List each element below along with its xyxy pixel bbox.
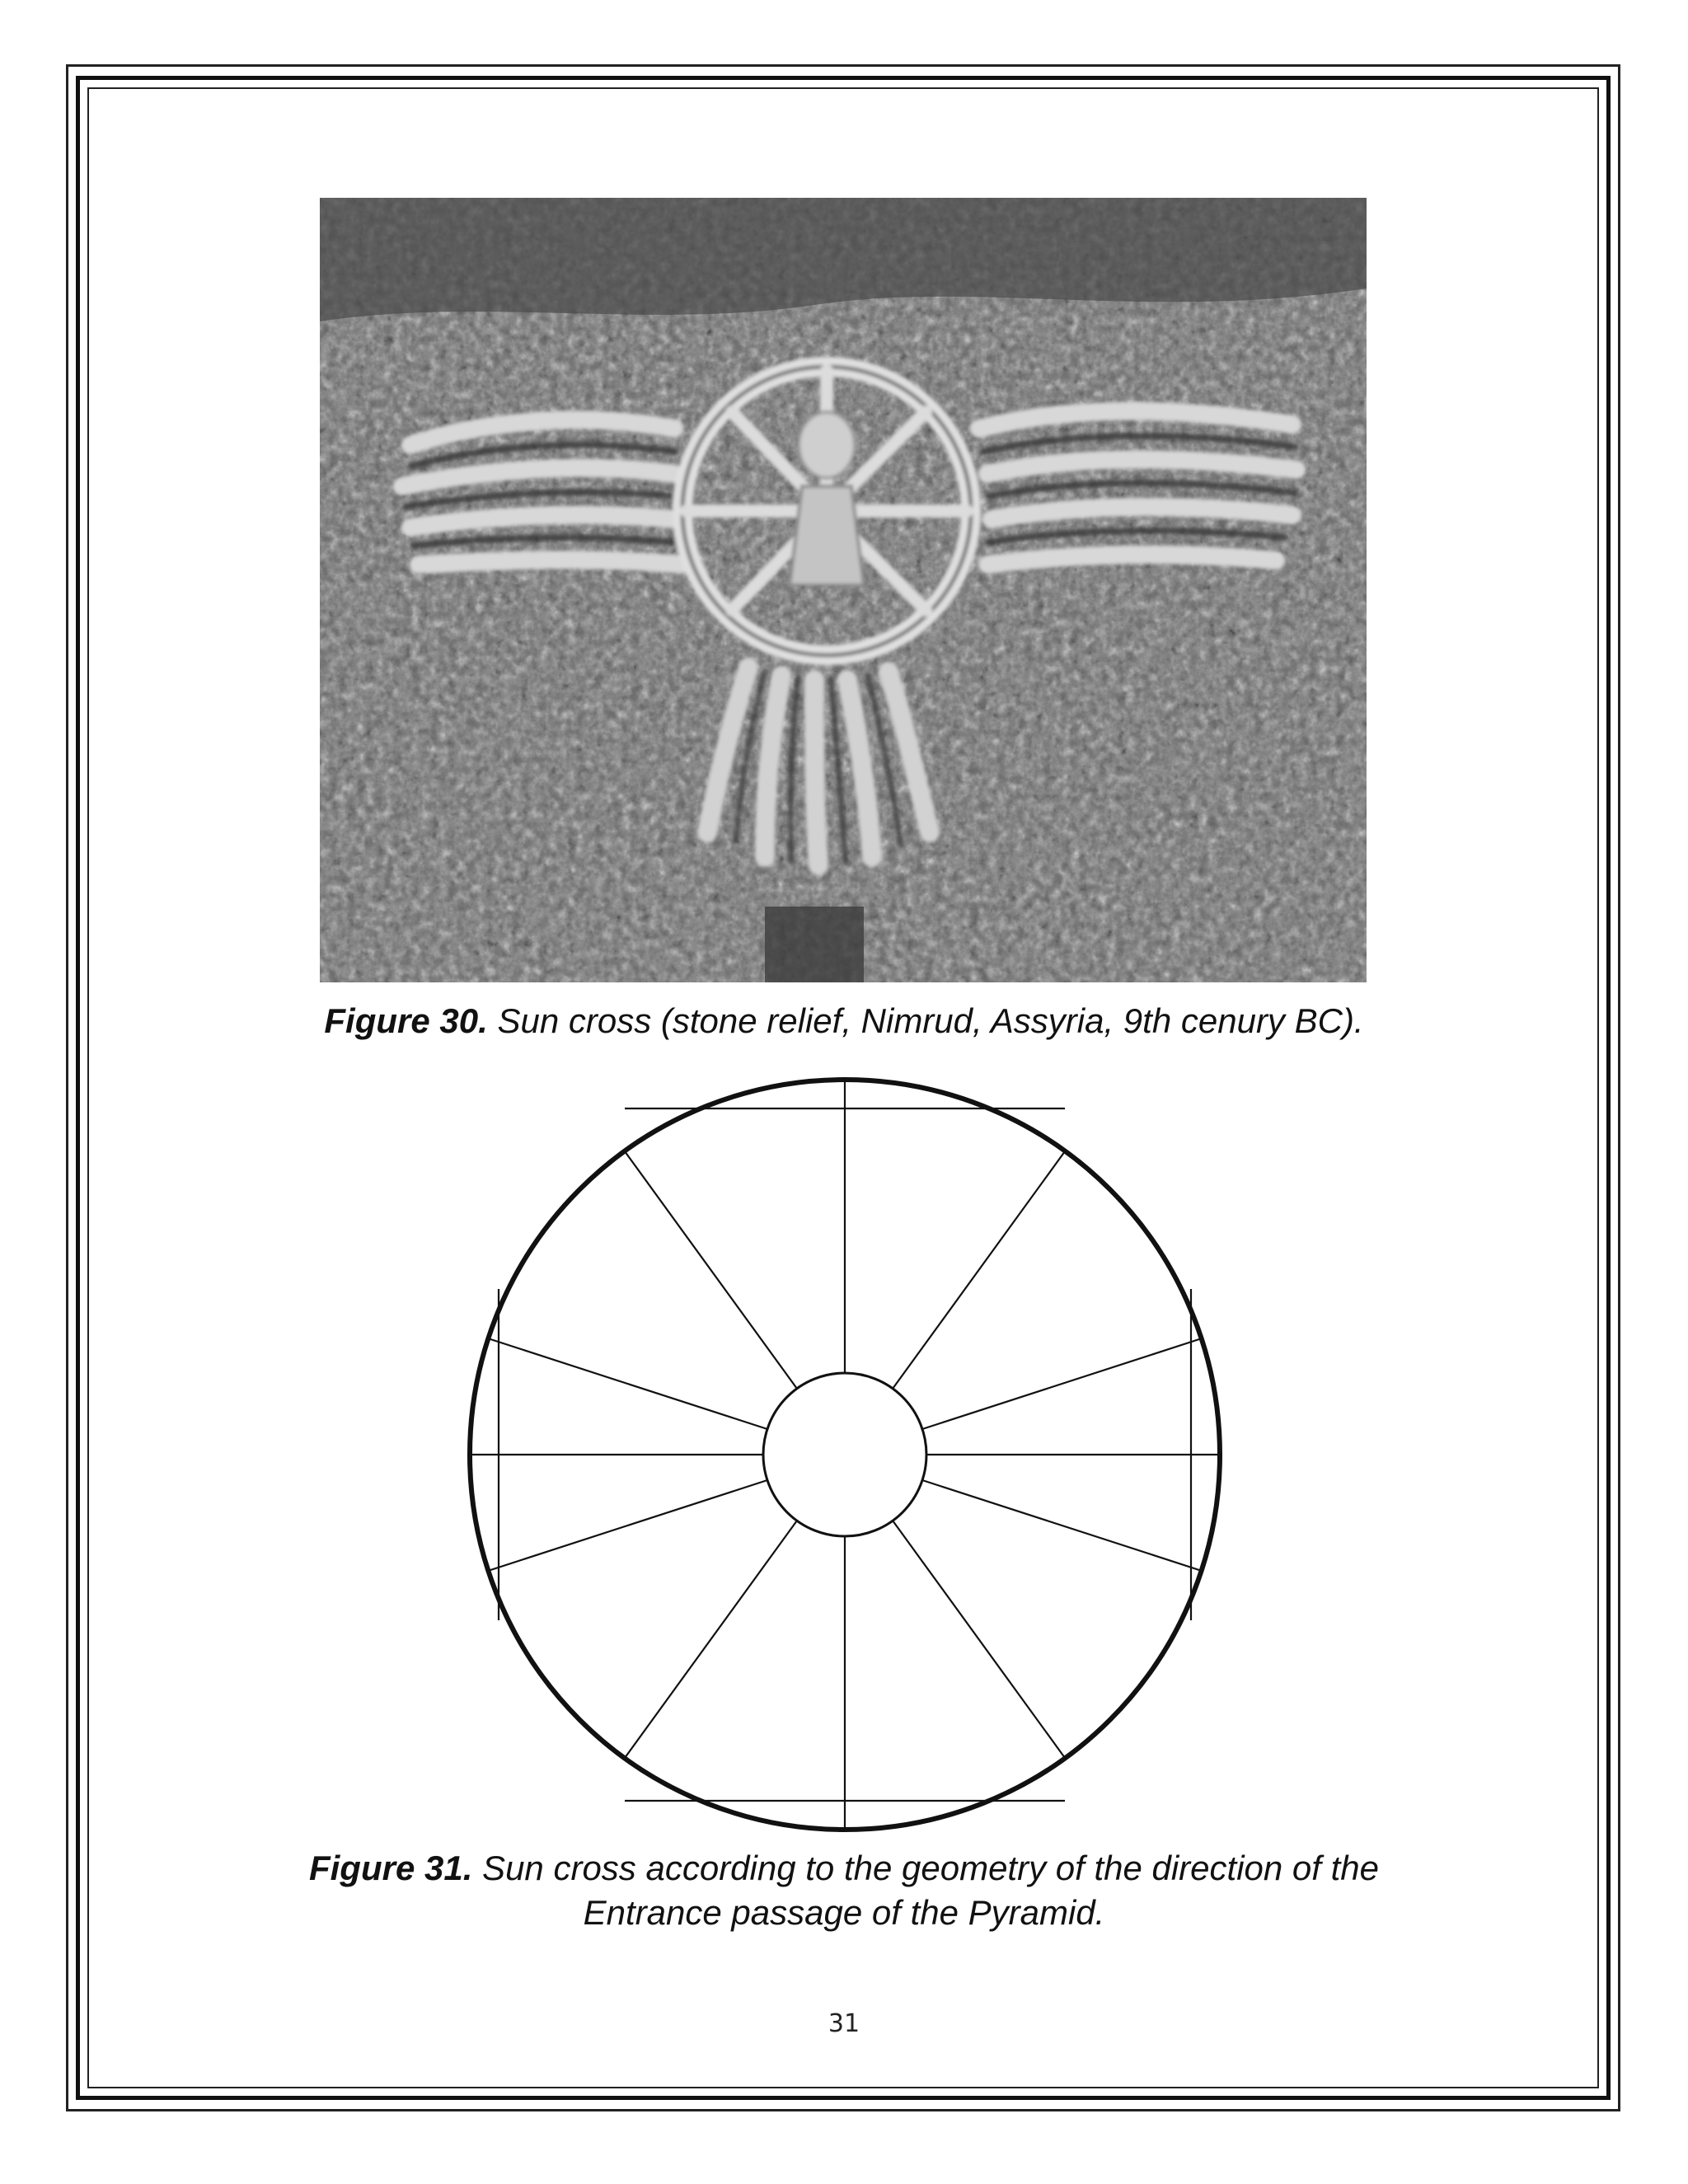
figure-31-text-line2: Entrance passage of the Pyramid.	[583, 1893, 1105, 1932]
spoke-line	[625, 1151, 797, 1389]
figure-30-caption	[115, 999, 1573, 1043]
spoke-line	[625, 1521, 797, 1758]
spoke-line	[893, 1151, 1065, 1389]
figure-30-text: Sun cross (stone relief, Nimrud, Assyria, 9th cenury BC).	[487, 1001, 1364, 1040]
figure-31-label: Figure 31.	[308, 1849, 473, 1887]
sun-cross-geometry-diagram	[462, 1071, 1228, 1838]
spoke-line	[488, 1480, 767, 1571]
spoke-line	[893, 1521, 1065, 1758]
spoke-line	[488, 1338, 767, 1429]
page-number: 31	[828, 2009, 860, 2038]
inner-circle	[763, 1373, 926, 1536]
spoke-line	[922, 1480, 1202, 1571]
figure-31-caption	[115, 1846, 1573, 1935]
spoke-line	[922, 1338, 1202, 1429]
sun-cross-relief-photo	[320, 198, 1367, 982]
figure-30-label: Figure 30.	[324, 1001, 488, 1040]
figure-31-text-line1: Sun cross according to the geometry of the direction of the	[472, 1849, 1379, 1887]
